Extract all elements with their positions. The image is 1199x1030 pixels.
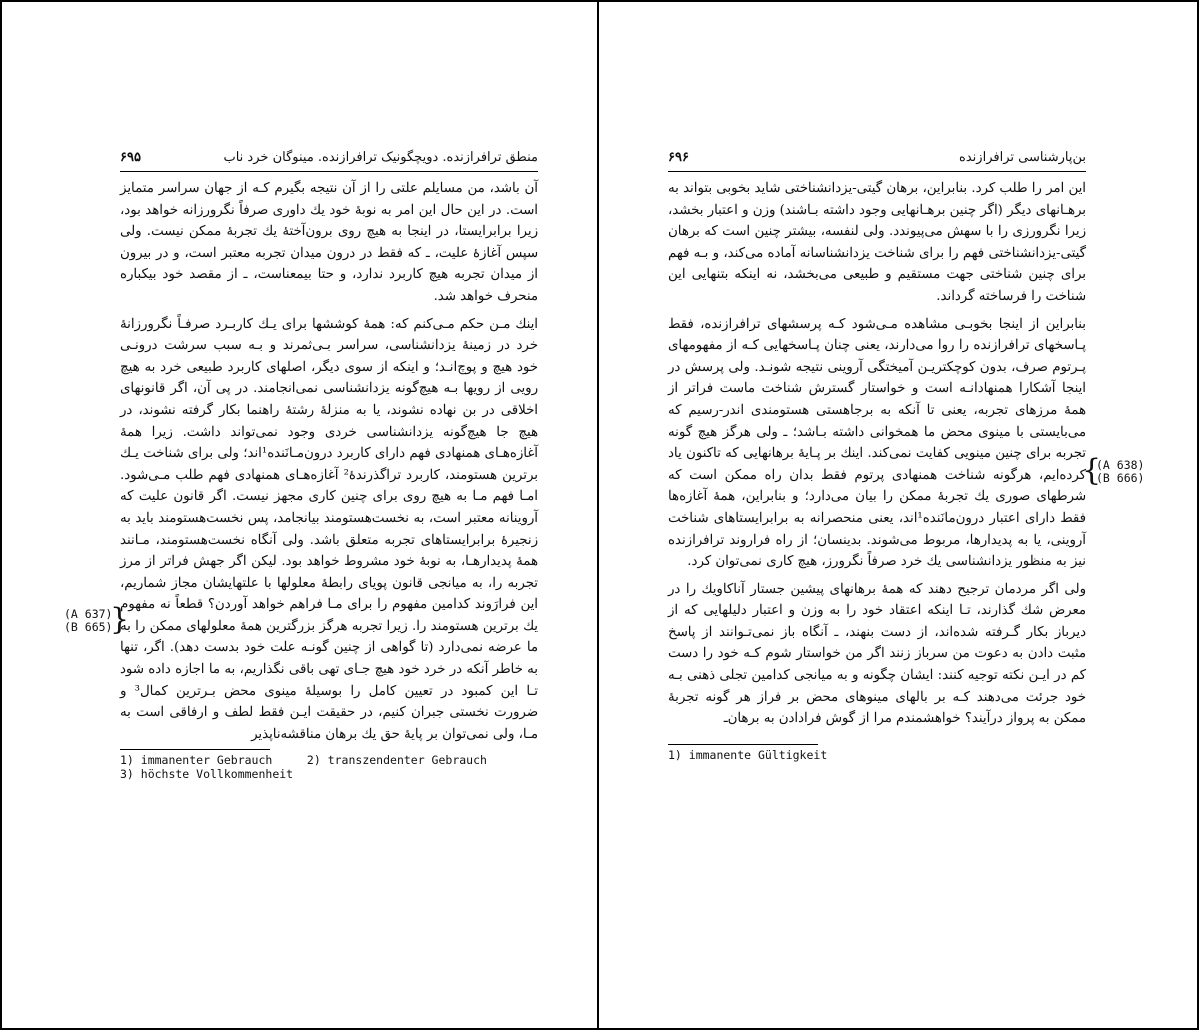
paragraph: اینك مـن حکم مـی‌کنم که: همهٔ کوششها برای یـك کاربـرد صرفـاً نگرورزانهٔ خرد در زمینهٔ یزدانشناسی، سراسر بـی‌ثمرند و بـه سبب سرشت درونـی خود هیچ و پوچ‌انـد؛ و اینکه از سوی دیگر، اصلهای کاربرد طبیعی خرد به هیچ رویی از رویها بـه هیچ‌گونه یزدانشناسی نمی‌انجامند. در پی آن، اگر قانونهای اخلاقی در بن نهاده نشوند، یا به منزلهٔ رشتهٔ راهنما بکار گرفته نشوند، در هیچ جا هیچ‌گونه یزدانشناسی خردی وجود نمی‌تواند داشت. زیرا همهٔ آغازه‌هـای همنهادی فهم دارای کاربرد درون‌مـانَنده¹اند؛ ولی برای شناخت یـك برترین هستومند، کاربرد ترا‌گذرندهٔ² آغازه‌هـای همنهادی فهم طلب مـی‌شود. امـا فهم مـا به هیچ روی برای چنین کاری مجهز نیست. اگر قانون علیت که آروینانه معتبر است، به نخست‌هستومند بیانجامد، پس نخست‌هستومند باید به زنجیرهٔ برابرایستاهای تجربه متعلق باشد. ولی آنگاه نخست‌هستومند، مـانند همهٔ پدیدارهـا، به نوبهٔ خود مشروط خواهد بود. لیکن اگر جهش فراتر از مرز تجربه را، به میانجی قانون پویای رابطهٔ معلولها با علتها‌یشان مجاز شماریم، این فرارَوند کدامین مفهوم را برای مـا فراهم خواهد آوردن؟ قطعاً نه مفهوم یك برترین هستومند را. زیرا تجربه هرگز بزرگترین همهٔ معلولهای ممکن را به ما عرضه نمی‌دارد (تا گواهی از چنین گونـه علت خود بدست دهد). اگر، تنها به خاطر آنکه در خرد خود هیچ جـای تهی باقی نگذاریم، به ما اجازه داده شود تـا این کمبود در تعیین کامل را بوسیلهٔ مینوی محض بـرترین کمال³ و ضرورت نخستی جبران کنیم، در حقیقت ایـن فقط لطف و ارفاقی است به مـا، ولی نمی‌توان بر پایهٔ حق یك برهان مناقشه‌ناپذیر xyxy=(120,316,538,742)
footnote: 3) höchste Vollkommenheit xyxy=(120,767,294,782)
left-footnotes xyxy=(120,753,538,781)
paragraph: بنابراین از اینجا بخوبـی مشاهده مـی‌شود کـه پرسشهای ترافرازنده، فقط پـاسخهای ترافرازنده را روا می‌دارند، یعنی چنان پـاسخهایی کـه از مفهومهای پـرتوم صرف، بدون کوچکتریـن آمیختگی آروینی نتیجه شونـد. ولی پرسش در اینجا آشکارا همنهادانـه است و خواستار گسترش شناخت ماست فراتر از همهٔ مرزهای تجربه، یعنی تا آنکه به برجاهستی هستومندی اندر-رسیم که می‌بایستی با مینوی محض ما همخوانی داشته بـاشد؛ ـ ولی هرگز هیچ گونه تجربه برای چنین مینویی کفایت نمی‌کند. اینك بر پـایهٔ برهانهایی که تاکنون یاد کرده‌ایم، هرگونه شناخت همنهادی پرتوم فقط بدان راه ممکن است که شرطهای صوری یك تجربهٔ ممکن را بیان می‌دارد؛ و بنابراین، همهٔ آغازه‌ها فقط دارای اعتبار درون‌مانَنده¹اند، یعنی منحصرانه به برابرایستاهای شناخت آروینی، یا به پدیدارها، مربوط می‌شوند. بدینسان؛ از راه فراروند ترافرازنده نیز به منظور یزدانشناسی یك خرد صرفاً نگرورز، هیچ کاری نمی‌توان کرد. xyxy=(668,316,1087,570)
left-page-body xyxy=(120,178,538,745)
left-running-title: منطق ترافرازنده. دویچگونیک ترافرازنده. مینوگان خرد ناب xyxy=(223,150,538,165)
margin-ref-b: (B 666) xyxy=(1096,471,1145,485)
right-page xyxy=(668,150,1086,762)
right-running-title: بن‌پارشناسی ترافرازنده xyxy=(959,150,1086,165)
right-margin-reference xyxy=(1082,453,1145,488)
page-gutter xyxy=(597,0,599,1030)
brace-icon: { xyxy=(1082,453,1102,488)
footnote: 1) immanenter Gebrauch 2) transzendenter Gebrauch xyxy=(120,753,487,768)
right-page-header xyxy=(668,150,1086,168)
margin-ref-b: (B 665) xyxy=(64,620,113,634)
margin-ref-a: (A 638) xyxy=(1096,458,1145,472)
header-rule xyxy=(668,171,1086,172)
paragraph: ولی اگر مردمان ترجیح دهند که همهٔ برهانهای پیشین جستار آناکاویك را در معرض شك گذارند، تـا اینکه اعتقاد خود را به وزن و اعتبار دلیلهایی که از دیرباز بکار گـرفته شده‌اند، از دست بنهند، ـ آنگاه باز نمی‌تـوانند از پاسخ مثبت دادن به دعوت من سرباز زنند اگر من خواستار شوم کـه خود را دست کم در ایـن نکته توجیه کنند: ایشان چگونه و به میانجی کدامین تجلی ذهنی بـه خود جرئت می‌دهند کـه بر بالهای مینوهای محض بر فراز هر گونه تجربهٔ ممکن به پرواز درآیند؟ خواهشمندم مرا از گوش فرادادن به برهان‌ـ xyxy=(668,581,1086,727)
left-page-number: ۶۹۵ xyxy=(120,150,141,165)
brace-icon: } xyxy=(110,602,130,637)
paragraph: آن باشد، من مسایلم علتی را از آن نتیجه بگیرم کـه از جهان سراسر متمایز است. در این حال این امر به نوبهٔ خود یك داوری صرفاً نگرورزانه خواهد بود، زیرا برابرایستا، در اینجا به هیچ روی برون‌آختهٔ یك تجربهٔ ممکن نیست. ولی سپس آغازهٔ علیت، ـ که فقط در درون میدان تجربه معتبر است، و در بیرون از میدان تجربه هیچ کاربرد ندارد، و حتا بیمعناست، ـ از مقصد خود بیکباره منحرف خواهد شد. xyxy=(120,181,538,304)
margin-ref-a: (A 637) xyxy=(64,607,113,621)
left-page-header xyxy=(120,150,538,168)
header-rule xyxy=(120,171,538,172)
right-page-body xyxy=(668,178,1086,730)
paragraph: این امر را طلب کرد. بنابراین، برهان گیتی-یزدانشناختی شاید بخوبی بتواند به برهـانهای دیگر (اگر چنین برهـانهایی وجود داشته بـاشند) وزن و اعتبار بخشد، زیرا نگرورزی را با سهش می‌پیوندد. ولی لنفسه، بیشتر چنین است که برهان گیتی-یزدانشناختی فهم را برای شناخت یزدانشناسانه آماده می‌کند، و بـه فهم برای چنین شناختی جهت مستقیم و طبیعی می‌بخشد، نه اینکه بتنهایی این شناخت را فرساخته گرداند. xyxy=(668,181,1086,304)
right-page-number: ۶۹۶ xyxy=(668,150,689,165)
left-page xyxy=(120,150,538,781)
right-footnotes xyxy=(668,748,1086,762)
footnote-rule xyxy=(668,744,818,745)
left-margin-reference xyxy=(64,602,130,637)
footnote-rule xyxy=(120,749,270,750)
footnote: 1) immanente Gültigkeit xyxy=(668,747,828,762)
